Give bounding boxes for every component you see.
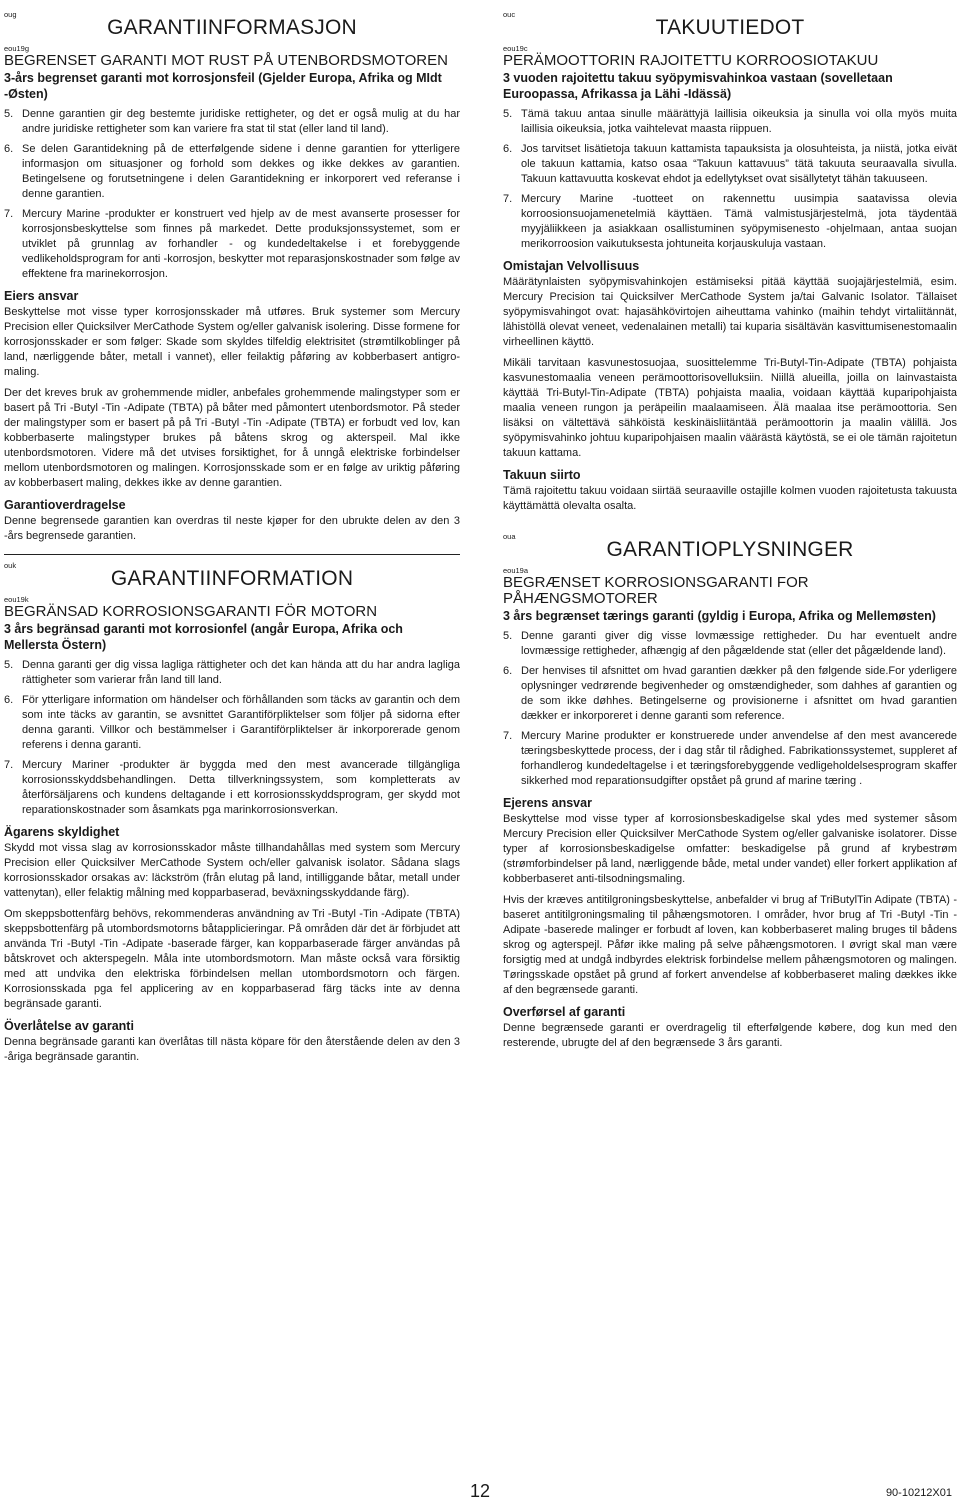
right-column <box>503 6 957 1051</box>
warranty-subtitle: 3 års begrænset tærings garanti (gyldig i Europa, Afrika og Mellemøsten) <box>503 609 936 623</box>
owner-responsibility-paragraph: Beskyttelse mod visse typer af korrosionsbeskadigelse skal ydes med systemer såsom Mercury Precision eller Quicksilver MerCathode System og/eller galvaniske isolatorer. Disse typer af korrosionsbeskadigelse omfatter: beskadigelse på grund af krybestrøm (strømforbindelser på land, nærliggende både, metal under vandet) eller forkert applikation af kobberbaseret anti-tilsodningsmaling. <box>503 813 957 885</box>
section-heading: GARANTIINFORMATION <box>110 567 354 590</box>
antifouling-paragraph: Hvis der kræves antitilgroningsbeskyttelse, anbefalder vi brug af TriButylTin Adipate (TBTA) -baseret antitilgroningsmaling til påhængsmotoren. I områder, hvor brug af Tri -Butyl -Tin -Adipate -baserede malinger er forbudt af loven, kan kobberbaseret maling bruges til bådens skrog og agterspejl. Påfør ikke maling på selve påhængsmotoren. I øvrigt skal man være forsigtig med at undgå indbyrdes elektrisk forbindelse mellem påhængsmotoren og malingen. Tøringsskade opstået på grund af forkert anvendelse af kobberbaseret maling dækkes ikke af den begrænsede garanti. <box>503 894 957 996</box>
subsection-code: eou19g <box>4 44 30 53</box>
numbered-item <box>4 142 460 202</box>
owner-responsibility-heading: Omistajan Velvollisuus <box>503 259 640 273</box>
owner-responsibility-heading: Eiers ansvar <box>4 289 79 303</box>
item-number: 5. <box>4 659 14 671</box>
warranty-subtitle: 3-års begrenset garanti mot korrosjonsfeil (Gjelder Europa, Afrika og MIdt -Østen) <box>4 71 442 101</box>
warranty-title: BEGRÄNSAD KORROSIONSGARANTI FÖR MOTORN <box>4 603 378 620</box>
section-code: oug <box>4 10 17 19</box>
item-text: Der henvises til afsnittet om hvad garantien dækker på den følgende side.For yderligere oplysninger vedrørende begivenheder og omstændigheder, som dahhes af garantien og de som ikke døhhes. Betingelserne og provisionerne i afsnittet om hvad garantien dækker er inkorporeret i denne garanti som reference. <box>521 665 957 722</box>
item-text: Mercury Marine -produkter er konstruert ved hjelp av de mest avanserte prosesser for korrosjonsbeskyttelse som finnes på markedet. Dette produksjonssystemet, som er utviklet på grunnlag av forhandler - og kundedeltakelse i et forebyggende vedlikeholdsprogram for anti -korrosjon, beskytter mot reparasjonskostnader som følge av effektene fra marinekorrosjon. <box>22 208 460 280</box>
numbered-item <box>503 192 957 252</box>
item-number: 7. <box>4 208 14 220</box>
antifouling-paragraph: Om skeppsbottenfärg behövs, rekommenderas användning av Tri -Butyl -Tin -Adipate (TBTA) skeppsbottenfärg på utombordsmotorns båtapplicieringar. På områden där det är förbjudet att använda Tri -Butyl -Tin -Adipate -baserade färger, kan kopparbaserade färger användas på båtskrovet och akterspegeln. Måla inte utombordsmotorn. Man måste också vara försiktig med att undvika den elektriska förbindelsen mellan utombordsmotorn och färgen. Korrosionsskada pga fel applicering av en kopparbaserad färg täcks inte av denna begränsade garanti. <box>4 908 460 1010</box>
section-heading: GARANTIINFORMASJON <box>107 16 357 39</box>
item-text: Se delen Garantidekning på de etterfølgende sidene i denne garantien for ytterligere informasjon om situasjoner og forhold som dekkes og ikke dekkes av garantien. Betingelsene og forutsetningene i delen Garantidekning er inkorporert ved referanse i denne garantien. <box>22 143 460 200</box>
section-header <box>503 6 957 42</box>
warranty-transfer-heading: Garantioverdragelse <box>4 498 126 512</box>
item-text: För ytterligare information om händelser och förhållanden som täcks av garantin och dem som inte täcks av garantin, se avsnittet Garantiförpliktelser som följer på sidorna efter denna garanti. Villkor och bestämmelser i Garantiförpliktelser är inkorporerade genom referens i denna garanti. <box>22 694 460 751</box>
document-number: 90-10212X01 <box>885 1487 952 1499</box>
norwegian-warranty-section <box>4 6 460 555</box>
left-column <box>4 6 460 1065</box>
item-number: 6. <box>4 143 14 155</box>
numbered-item <box>503 629 957 659</box>
warranty-transfer-paragraph: Denne begrensede garantien kan overdras til neste kjøper for den ubrukte delen av den 3 -års begrensede garantien. <box>4 515 460 542</box>
numbered-item <box>503 107 957 137</box>
item-text: Denne garanti giver dig visse lovmæssige rettigheder. Du har eventuelt andre lovmæssige rettigheder, afhængig af den pågældende stat (eller det pågældende land). <box>521 630 957 657</box>
item-number: 5. <box>503 630 513 642</box>
item-number: 7. <box>503 730 513 742</box>
section-divider <box>4 554 460 555</box>
numbered-item <box>503 664 957 724</box>
finnish-warranty-section <box>503 6 957 514</box>
owner-responsibility-heading: Ejerens ansvar <box>503 796 592 810</box>
antifouling-paragraph: Der det kreves bruk av grohemmende midler, anbefales grohemmende malingstyper som er basert på Tri -Butyl -Tin -Adipate (TBTA) på båter med påmontert utenbordsmotor. På steder der malingstyper som er basert på på Tri -Butyl -Tin -Adipate (TBTA) er forbudt ved lov, kan kobberbaserte malingstyper brukes på båtens skrog og akterspeil. Mal ikke utenbordsmotoren. Videre må det utvises forsiktighet, for å unngå elektriske forbindelser mellom utenbordsmotoren og malingen. Korrosjonsskade som er en følge av uriktig påføring av kobberbasert maling, dekkes ikke av denne garantien. <box>4 387 460 489</box>
warranty-transfer-heading: Överlåtelse av garanti <box>4 1019 134 1033</box>
section-code: ouk <box>4 561 17 570</box>
owner-responsibility-paragraph: Beskyttelse mot visse typer korrosjonsskader må utføres. Bruk systemer som Mercury Precision eller Quicksilver MerCathode System og/eller galvanisk isolering. Disse formene for korrosjonsskader er som følger: Skade som skyldes tilfeldig elektrisitet (strømtilkoblinger på land, nærliggende båter, metall i vannet), eller feilaktig påføring av kobberbasert antigro-maling. <box>4 306 460 378</box>
owner-responsibility-heading: Ägarens skyldighet <box>4 825 120 839</box>
subsection-code: eou19c <box>503 44 528 53</box>
swedish-warranty-section <box>4 557 460 1065</box>
numbered-item <box>4 758 460 818</box>
item-number: 6. <box>503 665 513 677</box>
item-number: 5. <box>4 108 14 120</box>
warranty-subtitle: 3 vuoden rajoitettu takuu syöpymisvahinkoa vastaan (sovelletaan Euroopassa, Afrikassa ja Lähi -Idässä) <box>503 71 893 101</box>
item-text: Jos tarvitset lisätietoja takuun kattamista tapauksista ja olosuhteista, ja niistä, jotka eivät ole takuun kattamia, katso osaa “Takuun kattavuus” tätä takuuta seuraavalla sivulla. Takuun kattavuutta koskevat ehdot ja edellytykset ovat sisällytetyt tähän takuuseen. <box>521 143 957 185</box>
numbered-item <box>4 207 460 282</box>
item-text: Mercury Marine -tuotteet on rakennettu uusimpia saatavissa olevia korroosionsuojamenetelmiä käyttäen. Tämä valmistusjärjestelmä, jota täydentää myyjäliikkeen ja asiakkaan osallistuminen syöpymisenesto -ohjelmaan, antaa suojan merikorroosion vaikutuksesta johtuneita korjauskuluja vastaan. <box>521 193 957 250</box>
warranty-transfer-paragraph: Denna begränsade garanti kan överlåtas till nästa köpare för den återstående delen av den 3 -åriga begränsade garantin. <box>4 1036 460 1063</box>
item-number: 6. <box>4 694 14 706</box>
item-number: 7. <box>4 759 14 771</box>
section-header <box>4 557 460 593</box>
antifouling-paragraph: Mikäli tarvitaan kasvunestosuojaa, suosittelemme Tri-Butyl-Tin-Adipate (TBTA) pohjaista kasvunestomaalia veneen perämoottorisovelluksiin. Niillä alueilla, joilla on lainvastaista käyttää Tri-Butyl-Tin-Adipate (TBTA) pohjaista maalia, voidaan käyttää kuparipohjaista maalia veneen rungon ja peräpeilin maalaamiseen. Älä maalaa itse perämoottoria. Sen lisäksi on vältettävä sähköistä keskinäisliitäntää perämoottorin ja maalin välillä. Jos syöpymisvahinko johtuu kuparipohjaisen maalin väärästä käytöstä, se ei ole tämän rajoitetun takuun kattama. <box>503 357 957 459</box>
warranty-title: BEGRÆNSET KORROSIONSGARANTI FOR PÅHÆNGSMOTORER <box>503 574 809 607</box>
warranty-subtitle: 3 års begränsad garanti mot korrosionfel (angår Europa, Afrika och Mellersta Östern) <box>4 622 403 652</box>
danish-warranty-section <box>503 528 957 1051</box>
warranty-title: PERÄMOOTTORIN RAJOITETTU KORROOSIOTAKUU <box>503 52 879 69</box>
numbered-item <box>503 142 957 187</box>
item-number: 7. <box>503 193 513 205</box>
warranty-transfer-heading: Takuun siirto <box>503 468 581 482</box>
subsection-code: eou19a <box>503 566 529 575</box>
warranty-title: BEGRENSET GARANTI MOT RUST PÅ UTENBORDSMOTOREN <box>4 52 448 69</box>
item-text: Tämä takuu antaa sinulle määrättyjä laillisia oikeuksia ja sinulla voi olla myös muita laillisia oikeuksia, jotka vaihtelevat maasta riippuen. <box>521 108 957 135</box>
numbered-item <box>4 658 460 688</box>
section-code: oua <box>503 532 516 541</box>
numbered-item <box>4 693 460 753</box>
section-heading: TAKUUTIEDOT <box>655 16 805 39</box>
item-text: Denna garanti ger dig vissa lagliga rättigheter och det kan hända att du har andra lagliga rättigheter som varierar från land till land. <box>22 659 460 686</box>
owner-responsibility-paragraph: Määrätynlaisten syöpymisvahinkojen estämiseksi pitää käyttää suojajärjestelmiä, esim. Mercury Precision tai Quicksilver MerCathode System ja/tai Galvanic Isolator. Tällaiset syöpymisvahingot ovat: hajasähkövirtojen aiheuttama vahinko (maihin tehdyt virtaliitännät, lähistöllä olevat veneet, vedenalainen metalli) tai kuparia sisältävän kasvittumisenestomaalin virheellinen käyttö. <box>503 276 957 348</box>
item-text: Denne garantien gir deg bestemte juridiske rettigheter, og det er også mulig at du har andre juridiske rettigheter som kan variere fra stat til stat (eller land til land). <box>22 108 460 135</box>
numbered-item <box>4 107 460 137</box>
section-header <box>4 6 460 42</box>
warranty-transfer-heading: Overførsel af garanti <box>503 1005 626 1019</box>
subsection-code: eou19k <box>4 595 29 604</box>
warranty-transfer-paragraph: Denne begrænsede garanti er overdragelig til efterfølgende købere, dog kun med den resterende, ubrugte del af den begrænsede 3 års garanti. <box>503 1022 957 1049</box>
owner-responsibility-paragraph: Skydd mot vissa slag av korrosionsskador måste tillhandahållas med system som Mercury Precision eller Quicksilver MerCathode System och/eller galvanisk isolator. Sådana slags korrosionsskador orsakas av: läckström (från elutag på land, intilliggande båtar, metall under vattenytan), eller felaktig målning med kopparbaserad, beväxningsskyddande färg). <box>4 842 460 899</box>
numbered-item <box>503 729 957 789</box>
section-header <box>503 528 957 564</box>
page-number: 12 <box>469 1481 491 1501</box>
item-text: Mercury Marine produkter er konstruerede under anvendelse af den mest avancerede tæringsbeskyttede process, der i dag står til rådighed. Fabrikationssystemet, suppleret af forhandlerog kundedeltagelse i et tæringsforebyggende vedligeholdelsesprogram skaffer sikkerhed mod reparationsudgifter opstået på grund af marine tæring . <box>521 730 957 787</box>
warranty-transfer-paragraph: Tämä rajoitettu takuu voidaan siirtää seuraaville ostajille kolmen vuoden rajoitetusta takuusta käyttämättä olevalta osalta. <box>503 485 957 512</box>
section-code: ouc <box>503 10 516 19</box>
section-heading: GARANTIOPLYSNINGER <box>606 538 854 561</box>
item-number: 5. <box>503 108 513 120</box>
item-text: Mercury Mariner -produkter är byggda med den mest avancerade tillgängliga korrosionsskyddsbehandlingen. Detta tillverkningssystem, som kompletterats av återförsäljarens och kundens deltagande i ett korrosionsskyddsprogram, ger skydd mot reparationskostnader som åsamkats pga marinkorrosionsverkan. <box>22 759 460 816</box>
item-number: 6. <box>503 143 513 155</box>
